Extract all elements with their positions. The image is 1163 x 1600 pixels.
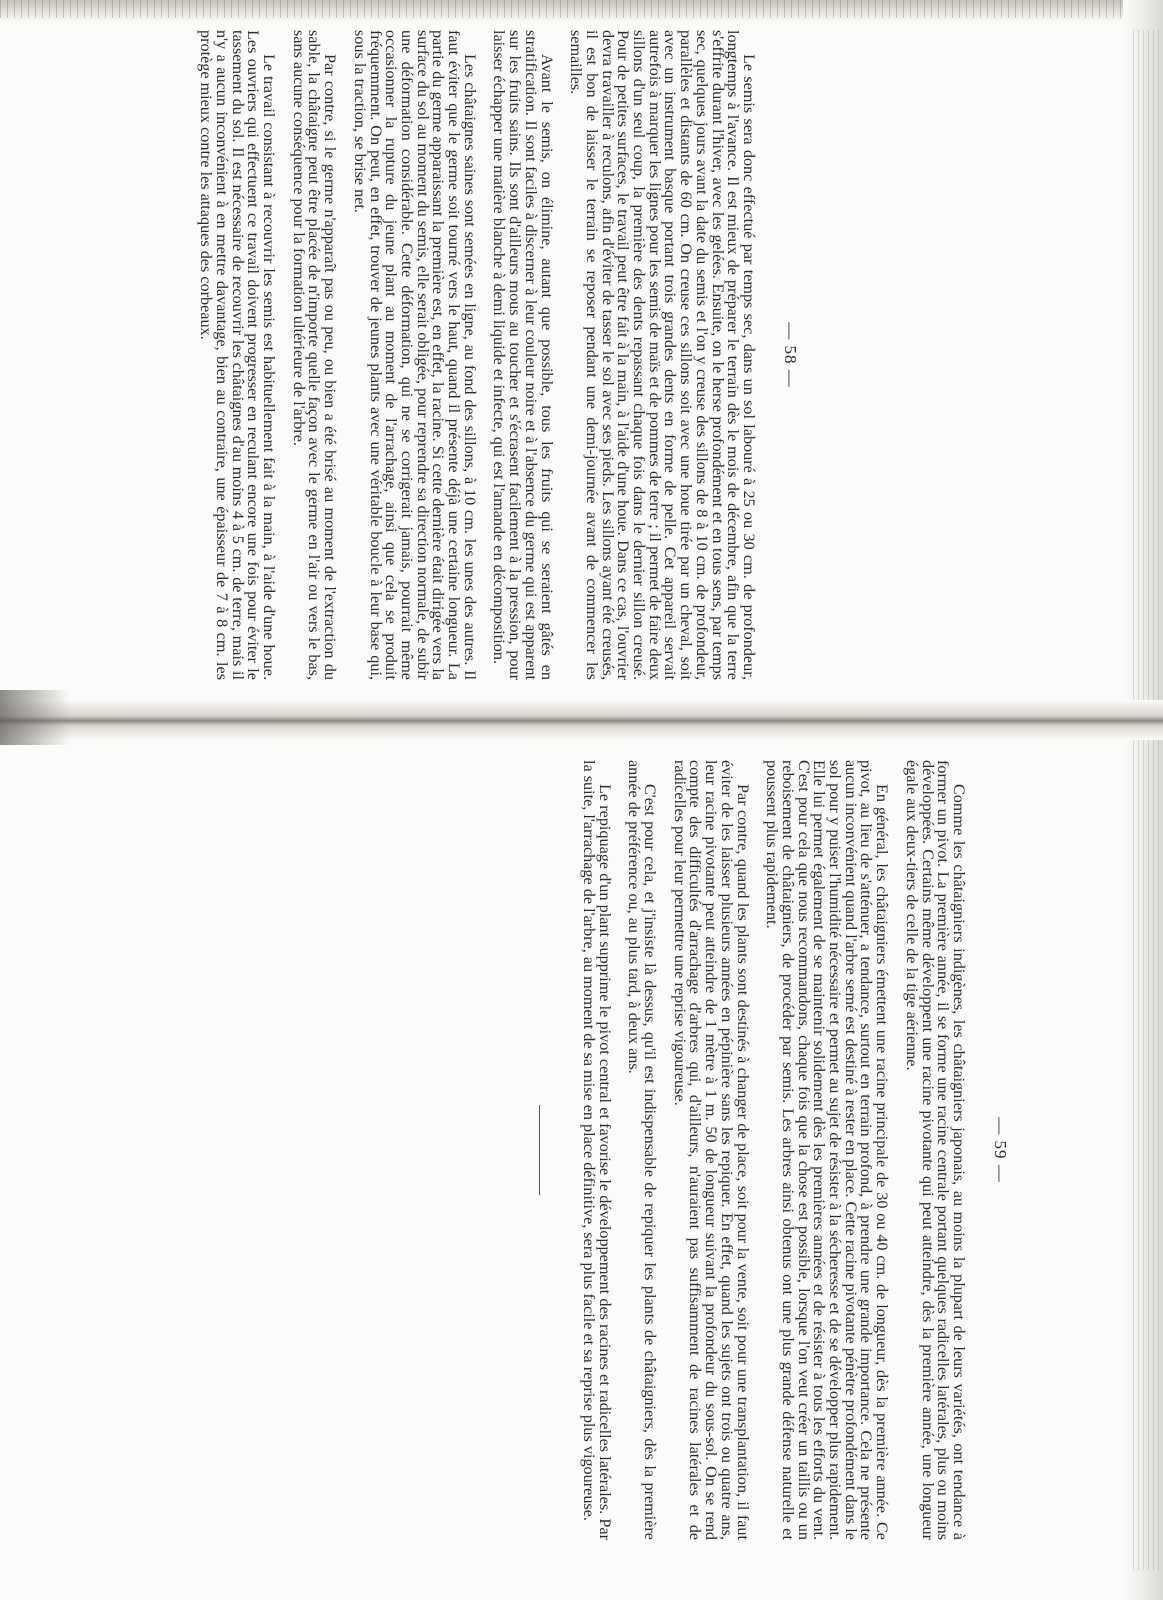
page-number: — 59 — xyxy=(991,1117,1010,1183)
gutter-dark-edge xyxy=(0,690,70,745)
page-58 xyxy=(197,30,800,680)
top-page-edge-lines xyxy=(0,0,1163,18)
right-page-edge-lines xyxy=(1133,30,1163,1570)
page-number: — 58 — xyxy=(781,322,800,388)
paragraph: Les châtaignes saines sont semées en ligne, au fond des sillons, à 10 cm. les unes des autres. Il faut éviter que le germe soit tourné vers le haut, quand il présente déjà une certaine longueur. La partie du germe apparaissant la première est, en effet, la racine. Si cette dernière était dirigée vers la surface du sol au moment du semis, elle serait obligée, pour reprendre sa direction normale, de subir une déformation considérable. Cette déformation, qui ne se corrigerait jamais, pourrait même occasionner la rupture du jeune plant au moment de l'arrachage, ainsi que cela se produit fréquemment. On peut, en effet, trouver de jeunes plants avec une véritable boucle à leur base qui, sous la traction, se brise net. xyxy=(350,30,479,680)
book-gutter-shadow xyxy=(0,700,1163,740)
paragraph: Par contre, quand les plants sont destinés à changer de place, soit pour la vente, soit pour une transplantation, il faut éviter de les laisser plusieurs années en pépinière sans les repiquer. En effet, quand les sujets ont trois ou quatre ans, leur racine pivotante peut atteindre de 1 mètre à 1 m. 50 de longueur suivant la profondeur du sous-sol. On se rend compte des difficultés d'arrachage d'arbres qui, d'ailleurs, n'auraient pas suffisamment de racines latérales et de radicelles pour leur permettre une reprise vigoureuse. xyxy=(670,760,752,1540)
page-59 xyxy=(250,760,1010,1540)
section-end-rule xyxy=(539,1105,540,1195)
paragraph: Le semis sera donc effectué par temps sec, dans un sol labouré à 25 ou 30 cm. de profondeur, longtemps à l'avance. Il est mieux de préparer le terrain dès le mois de décembre, afin que la terre s'effrite durant l'hiver, avec les gelées. Ensuite, on le herse profondément et en tous sens, par temps sec, quelques jours avant la date du semis et l'on y creuse des sillons de 8 à 10 cm. de profondeur, parallèles et distants de 60 cm. On creuse ces sillons soit avec une houe tirée par un cheval, soit avec un instrument basque portant trois grandes dents en forme de pelle. Cet appareil servait autrefois à marquer les lignes pour les semis de maïs et de pommes de terre ; il permet de faire deux sillons d'un seul coup, la première des dents repassant chaque fois dans le dernier sillon creusé. Pour de petites surfaces, le travail peut être fait à la main, à l'aide d'une houe. Dans ce cas, l'ouvrier devra travailler à reculons, afin d'éviter de tasser le sol avec ses pieds. Les sillons ayant été creusés, il est bon de laisser le terrain se reposer pendant une demi-journée avant de commencer les semailles. xyxy=(567,30,758,680)
paragraph: Avant le semis, on élimine, autant que possible, tous les fruits qui se seraient gâtés en stratification. Il sont faciles à discerner à leur couleur noire et à l'absence du germe qui est apparent sur les fruits sains. Ils sont d'ailleurs mous au toucher et s'écrasent facilement à la pression, pour laisser échapper une matière blanche à demi liquide et infecte, qui est l'amande en décomposition. xyxy=(490,30,556,680)
paragraph: Le repiquage d'un plant supprime le pivot central et favorise le développement des racines et radicelles latérales. Par la suite, l'arrachage de l'arbre, au moment de sa mise en place définitive, sera plus facile et sa reprise plus vigoureuse. xyxy=(579,760,614,1540)
paragraph: C'est pour cela, et j'insiste là dessus, qu'il est indispensable de repiquer les plants de châtaigniers, dès la première année de préférence ou, au plus tard, à deux ans. xyxy=(625,760,660,1540)
paragraph: En général, les châtaigniers émettent une racine principale de 30 ou 40 cm. de longueur, dès la première année. Ce pivot, au lieu de s'atténuer, a tendance, surtout en terrain profond, à prendre une grande importance. Cela ne présente aucun inconvénient quand l'arbre semé est destiné à rester en place. Cette racine pivotante pénètre profondément dans le sol pour y puiser l'humidité nécessaire et permet au sujet de résister à la sécheresse et de se développer plus rapidement. Elle lui permet également de se maintenir solidement dès les premières années et de résister à tous les efforts du vent. C'est pour cela que nous recommandons, chaque fois que la chose est possible, lorsque l'on veut créer un taillis ou un reboisement de châtaigniers, de procéder par semis. Les arbres ainsi obtenus ont une plus grande défense naturelle et poussent plus rapidement. xyxy=(763,760,892,1540)
paragraph: Le travail consistant à recouvrir les semis est habituellement fait à la main, à l'aide d'une houe. Les ouvriers qui effectuent ce travail doivent progresser en reculant encore une fois pour éviter le tassement du sol. Il est nécessaire de recouvrir les châtaignes d'au moins 4 à 5 cm. de terre, mais il n'y a aucun inconvénient à en mettre davantage, bien au contraire, une épaisseur de 7 à 8 cm. les protège mieux contre les attaques des corbeaux. xyxy=(197,30,279,680)
paragraph: Par contre, si le germe n'apparaît pas ou peu, ou bien a été brisé au moment de l'extraction du sable, la châtaigne peut être placée de n'importe quelle façon avec le germe en l'air ou vers le bas, sans aucune conséquence pour la formation ultérieure de l'arbre. xyxy=(289,30,340,680)
paragraph: Comme les châtaigniers indigènes, les châtaigniers japonais, au moins la plupart de leurs variétés, ont tendance à former un pivot. La première année, il se forme une racine centrale portant quelques radicelles latérales, plus ou moins développées. Certains même développent une racine pivotante qui peut atteindre, dès la première année, une longueur égale aux deux-tiers de celle de la tige aérienne. xyxy=(902,760,968,1540)
